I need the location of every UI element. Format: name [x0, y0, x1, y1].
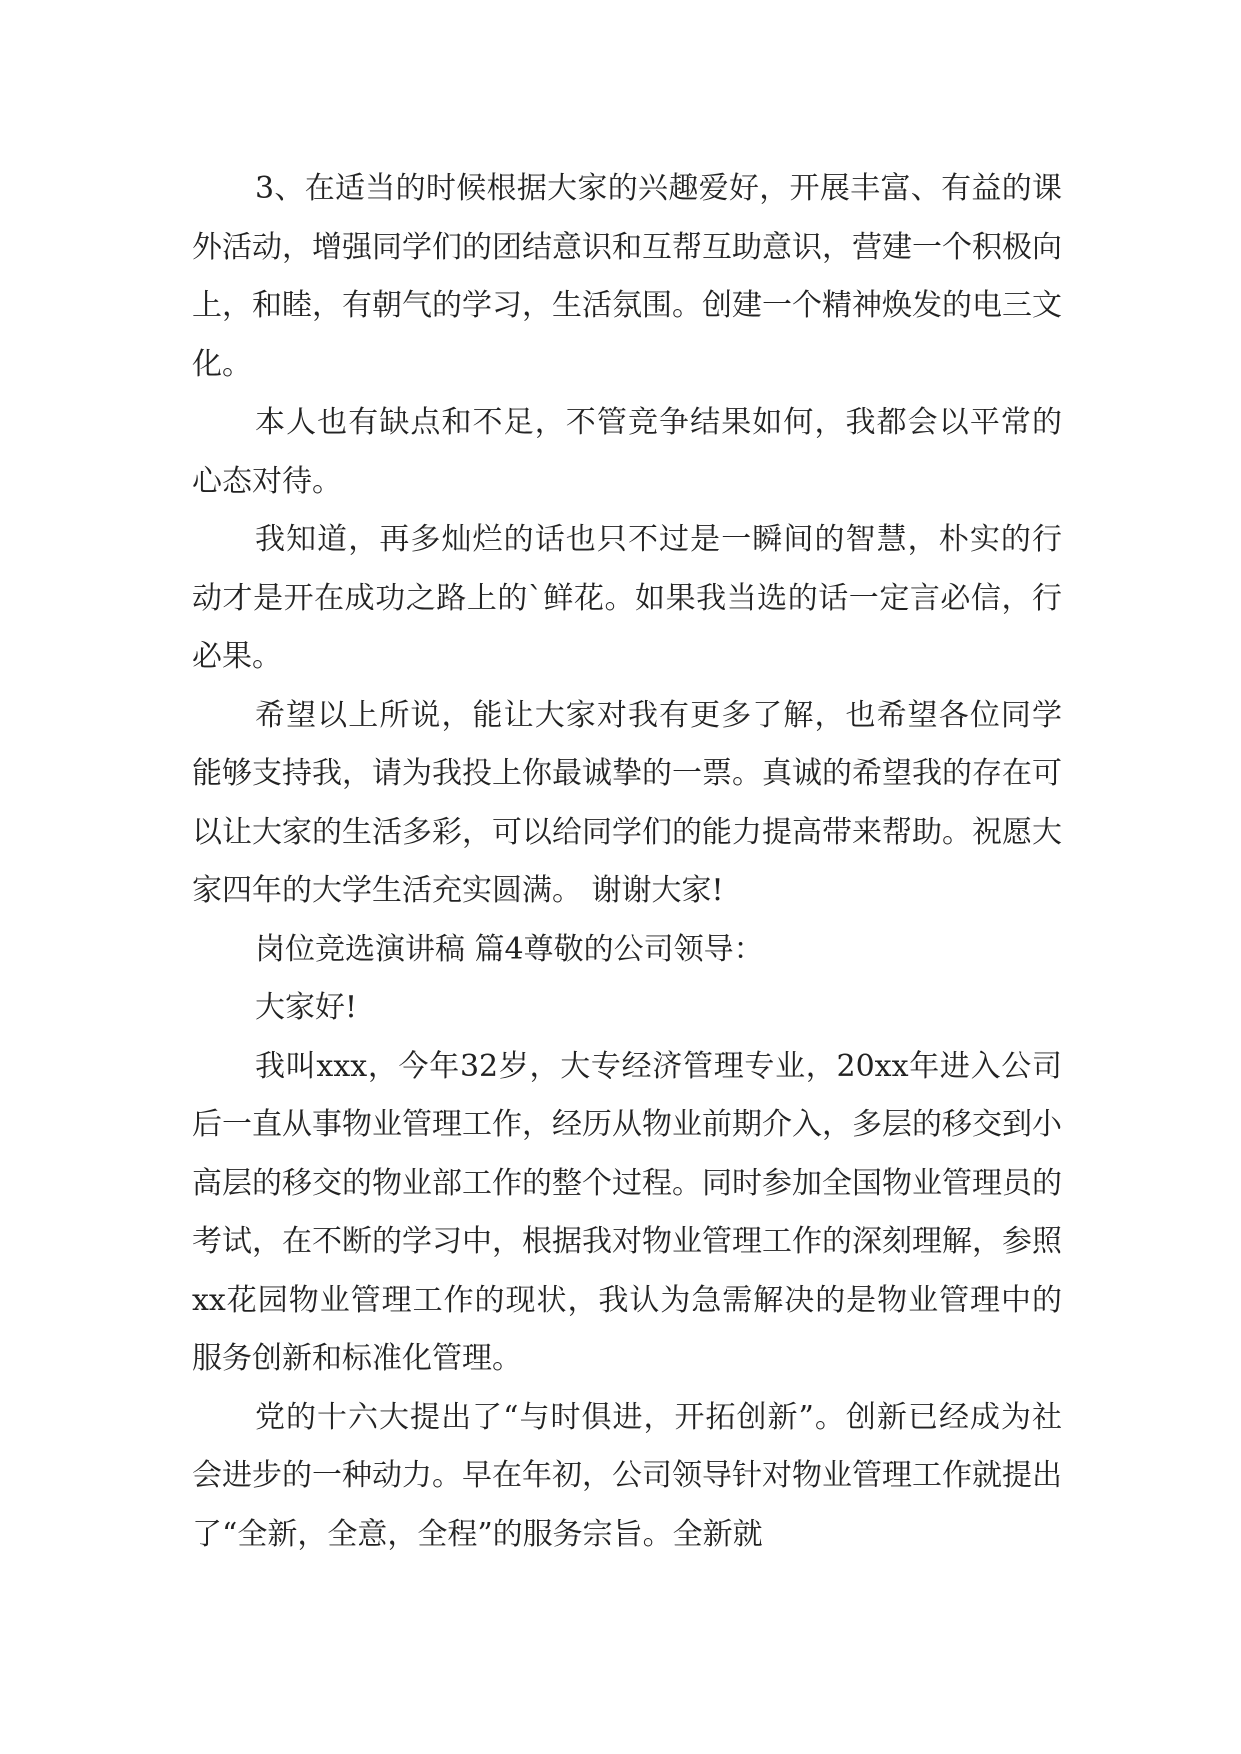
greeting: 大家好! — [255, 990, 358, 1025]
paragraph-introduction: 我叫xxx，今年32岁，大专经济管理专业，20xx年进入公司后一直从事物业管理工作，经历从物业前期介入，多层的移交到小高层的移交的物业部工作的整个过程。同时参加全国物业管理员的考试，在不断的学习中，根据我对物业管理工作的深刻理解，参照xx花园物业管理工作的现状，我认为急需解决的是物业管理中的服务创新和标准化管理。 — [192, 1048, 1062, 1376]
paragraph-action: 我知道，再多灿烂的话也只不过是一瞬间的智慧，朴实的行动才是开在成功之路上的`鲜花。如果我当选的话一定言必信，行必果。 — [192, 522, 1062, 674]
paragraph-activities: 3、在适当的时候根据大家的兴趣爱好，开展丰富、有益的课外活动，增强同学们的团结意识和互帮互助意识，营建一个积极向上，和睦，有朝气的学习，生活氛围。创建一个精神焕发的电三文化。 — [192, 171, 1062, 382]
paragraph-shortcomings: 本人也有缺点和不足，不管竞争结果如何，我都会以平常的心态对待。 — [192, 405, 1062, 499]
paragraph-hope: 希望以上所说，能让大家对我有更多了解，也希望各位同学能够支持我，请为我投上你最诚挚的一票。真诚的希望我的存在可以让大家的生活多彩，可以给同学们的能力提高带来帮助。祝愿大家四年的大学生活充实圆满。 谢谢大家! — [192, 697, 1062, 908]
paragraph-innovation: 党的十六大提出了“与时俱进，开拓创新”。创新已经成为社会进步的一种动力。早在年初，公司领导针对物业管理工作就提出了“全新，全意，全程”的服务宗旨。全新就 — [192, 1399, 1062, 1552]
speech-heading: 岗位竞选演讲稿 篇4尊敬的公司领导： — [255, 931, 764, 967]
document-body — [192, 160, 1062, 1564]
